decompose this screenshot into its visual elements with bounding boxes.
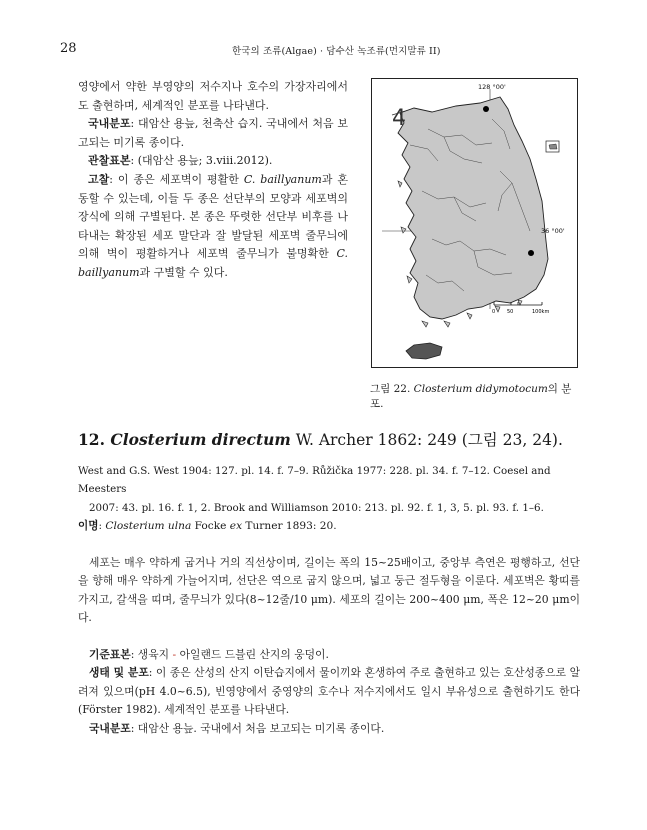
description [78, 554, 580, 628]
section-title [78, 428, 563, 450]
jeju-island [406, 343, 442, 359]
left-column-text [78, 78, 348, 283]
domestic-text: : 대암산 용늪, 천축산 습지. 국내에서 처음 보고되는 미기록 종이다. [78, 117, 348, 149]
type-text-1: : 생육지 [130, 648, 173, 661]
type-label: 기준표본 [89, 648, 131, 661]
description-text: 세포는 매우 약하게 굽거나 거의 직선상이며, 길이는 폭의 15~25배이고, 중앙부 측연은 평행하고, 선단을 향해 매우 약하게 가늘어지며, 선단은 역으로 굽지 않으며, 넓고 둥근 절두형을 이룬다. 세포벽은 황띠를 가지고, 갈색을 띠며, 줄무늬가 있다(8~12줄/10 μm). 세포의 길이는 200~400 μm, 폭은 12~20 μm이다. [78, 556, 580, 625]
remark-text-3: 과 구별할 수 있다. [139, 265, 228, 279]
distribution-paragraph: 영양에서 약한 부영양의 저수지나 호수의 가장자리에서 도 출현하며, 세계적인 분포를 나타낸다. [78, 80, 348, 112]
caption-species: Closterium didymotocum [413, 383, 548, 395]
references [78, 462, 578, 517]
type-text-2: 아일랜드 드블린 산지의 웅덩이. [176, 648, 329, 661]
running-title: 한국의 조류(Algae) · 담수산 녹조류(먼지말류 II) [232, 46, 441, 57]
latitude-label: 36 °00' [541, 227, 565, 235]
scale-label-100: 100km [532, 309, 550, 315]
caption-prefix: 그림 22. [370, 383, 414, 395]
remark-label: 고찰 [88, 172, 110, 186]
ecology-text: : 이 종은 산성의 산지 이탄습지에서 물이끼와 혼생하여 주로 출현하고 있는 호산성종으로 알려져 있으며(pH 4.0~6.5), 빈영양에서 중영양의 호수나 저수지에서도 일시 부유성으로 출현하기도 한다(Förster 1982). 세계적인 분포를 나타낸다. [78, 666, 580, 717]
distribution-map [371, 78, 578, 368]
scale-label-0: 0 [492, 309, 496, 315]
domestic-text-2: : 대암산 용늪. 국내에서 처음 보고되는 미기록 종이다. [130, 721, 385, 735]
synonym-colon: : [98, 520, 106, 532]
observed-label: 관찰표본 [88, 154, 131, 168]
reference-line-2: 2007: 43. pl. 16. f. 1, 2. Brook and Williamson 2010: 213. pl. 92. f. 1, 3, 5. pl. 93. f. 1–6. [89, 501, 544, 514]
synonym-label: 이명 [78, 520, 99, 532]
locality-dot-daeamsan [483, 106, 489, 112]
scale-label-50: 50 [507, 309, 514, 315]
domestic-label-2: 국내분포 [89, 721, 131, 735]
synonym-author-2: Turner 1893: 20. [242, 520, 337, 532]
page-number: 28 [60, 41, 77, 56]
section-species: Closterium directum [110, 430, 291, 449]
reference-line-1: West and G.S. West 1904: 127. pl. 14. f. 7–9. Růžička 1977: 228. pl. 34. f. 7–12. Coesel and Meesters [78, 465, 551, 496]
type-and-ecology [78, 646, 580, 738]
domestic-label: 국내분포 [88, 117, 131, 131]
ecology-label: 생태 및 분포 [89, 666, 149, 680]
ulleung-island [549, 144, 557, 149]
remark-species-1: C. baillyanum [243, 172, 322, 186]
type-dash: - [172, 648, 177, 661]
locality-dot-cheonchuksan [528, 250, 534, 256]
remark-species-2: C. baillyanum [78, 247, 348, 279]
map-number-label: 4 [392, 106, 406, 131]
domestic-distribution-2 [78, 720, 580, 738]
observed-specimen [78, 152, 348, 171]
section-number: 12. [78, 430, 105, 449]
figure-caption [370, 381, 582, 411]
synonym [78, 518, 337, 533]
longitude-label: 128 °00' [478, 83, 506, 91]
synonym-species: Closterium ulna [105, 520, 192, 532]
caption-suffix: 의 분포. [370, 383, 572, 410]
remark-paragraph [78, 171, 348, 283]
synonym-ex: ex [229, 520, 243, 532]
remark-text-2: 과 혼동할 수 있는데, 이들 두 종은 선단부의 모양과 세포벽의 장식에 의해 구별된다. 본 종은 뚜렷한 선단부 비후를 나타내는 확장된 세포 말단과 잘 발달된 세포벽 줄무늬에 의해 벽이 평활하거나 세포벽 줄무늬가 불명확한 [78, 172, 349, 261]
observed-text: : (대암산 용늪; 3.viii.2012). [130, 154, 273, 168]
korea-map-svg [372, 79, 577, 367]
synonym-author-1: Focke [191, 520, 230, 532]
remark-text-1: : 이 종은 세포벽이 평활한 [109, 172, 244, 186]
domestic-distribution [78, 115, 348, 152]
type-specimen [78, 646, 580, 664]
korea-mainland [398, 97, 548, 319]
ecology-distribution [78, 664, 580, 719]
section-authority: W. Archer 1862: 249 (그림 23, 24). [290, 431, 563, 449]
